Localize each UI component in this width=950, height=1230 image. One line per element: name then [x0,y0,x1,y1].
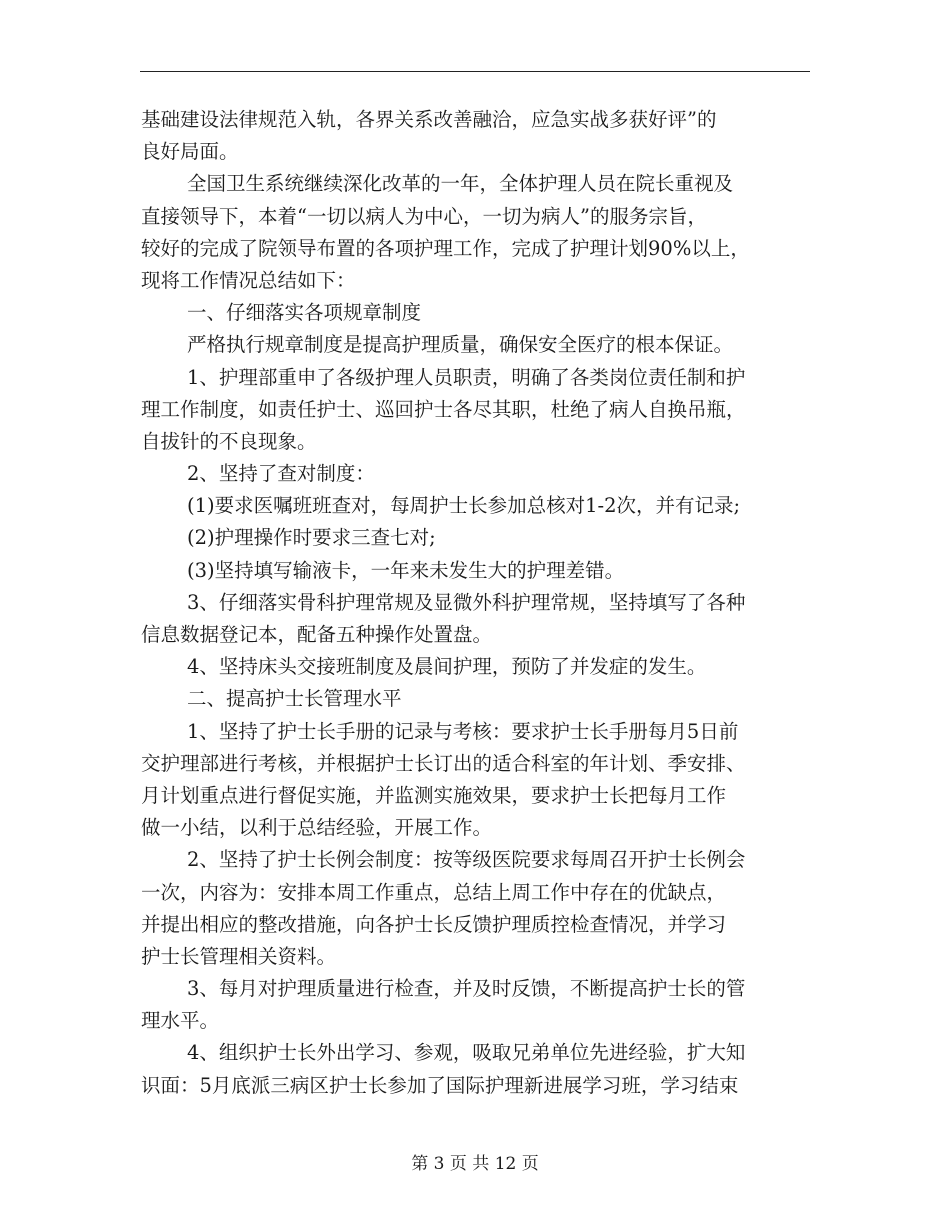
document-body [141,104,821,1102]
paragraph-start: 3、每月对护理质量进行检查，并及时反馈，不断提高护士长的管 [187,977,746,1001]
paragraph-start: 全国卫生系统继续深化改革的一年，全体护理人员在院长重视及 [187,172,734,196]
text-line: 基础建设法律规范入轨，各界关系改善融洽，应急实战多获好评”的 [141,108,717,131]
paragraph-start: 1、坚持了护士长手册的记录与考核：要求护士长手册每月5日前 [187,719,739,743]
text-line: 做一小结，以利于总结经验，开展工作。 [141,816,493,840]
text-line: 较好的完成了院领导布置的各项护理工作，完成了护理计划90%以上， [141,236,750,260]
page-footer: 第 3 页 共 12 页 [411,1154,539,1174]
text-line: 现将工作情况总结如下： [141,268,356,292]
text-line: 理工作制度，如责任护士、巡回护士各尽其职，杜绝了病人自换吊瓶， [141,397,746,421]
header-rule [140,71,810,72]
text-line: 自拔针的不良现象。 [141,429,317,453]
section-heading: 一、仔细落实各项规章制度 [187,301,422,325]
text-line: 信息数据登记本，配备五种操作处置盘。 [141,623,493,646]
text-line: 理水平。 [141,1009,220,1033]
text-line: 良好局面。 [141,140,239,164]
paragraph-start: 2、坚持了查对制度： [187,462,375,486]
paragraph-start: 2、坚持了护士长例会制度：按等级医院要求每周召开护士长例会 [187,848,746,872]
paragraph-start: 3、仔细落实骨科护理常规及显微外科护理常规，坚持填写了各种 [187,590,746,614]
paragraph-start: 严格执行规章制度是提高护理质量，确保安全医疗的根本保证。 [187,333,734,357]
text-line: 交护理部进行考核，并根据护士长订出的适合科室的年计划、季安排、 [141,751,746,775]
text-line: 并提出相应的整改措施，向各护士长反馈护理质控检查情况，并学习 [141,912,727,936]
text-line: 护士长管理相关资料。 [141,944,337,968]
text-line: 月计划重点进行督促实施，并监测实施效果，要求护士长把每月工作 [141,783,727,807]
list-item: (3)坚持填写输液卡，一年来未发生大的护理差错。 [187,558,625,582]
paragraph-start: 1、护理部重申了各级护理人员职责，明确了各类岗位责任制和护 [187,365,746,389]
section-heading: 二、提高护士长管理水平 [187,687,402,711]
paragraph-start: 4、组织护士长外出学习、参观，吸取兄弟单位先进经验，扩大知 [187,1041,746,1065]
text-line: 识面：5月底派三病区护士长参加了国际护理新进展学习班，学习结束 [141,1073,739,1097]
text-line: 直接领导下，本着“一切以病人为中心，一切为病人”的服务宗旨， [141,204,707,228]
list-item: (1)要求医嘱班班查对，每周护士长参加总核对1-2次，并有记录; [187,494,741,518]
paragraph-start: 4、坚持床头交接班制度及晨间护理，预防了并发症的发生。 [187,655,707,679]
list-item: (2)护理操作时要求三查七对; [187,526,436,550]
text-line: 一次，内容为：安排本周工作重点，总结上周工作中存在的优缺点， [141,880,727,904]
